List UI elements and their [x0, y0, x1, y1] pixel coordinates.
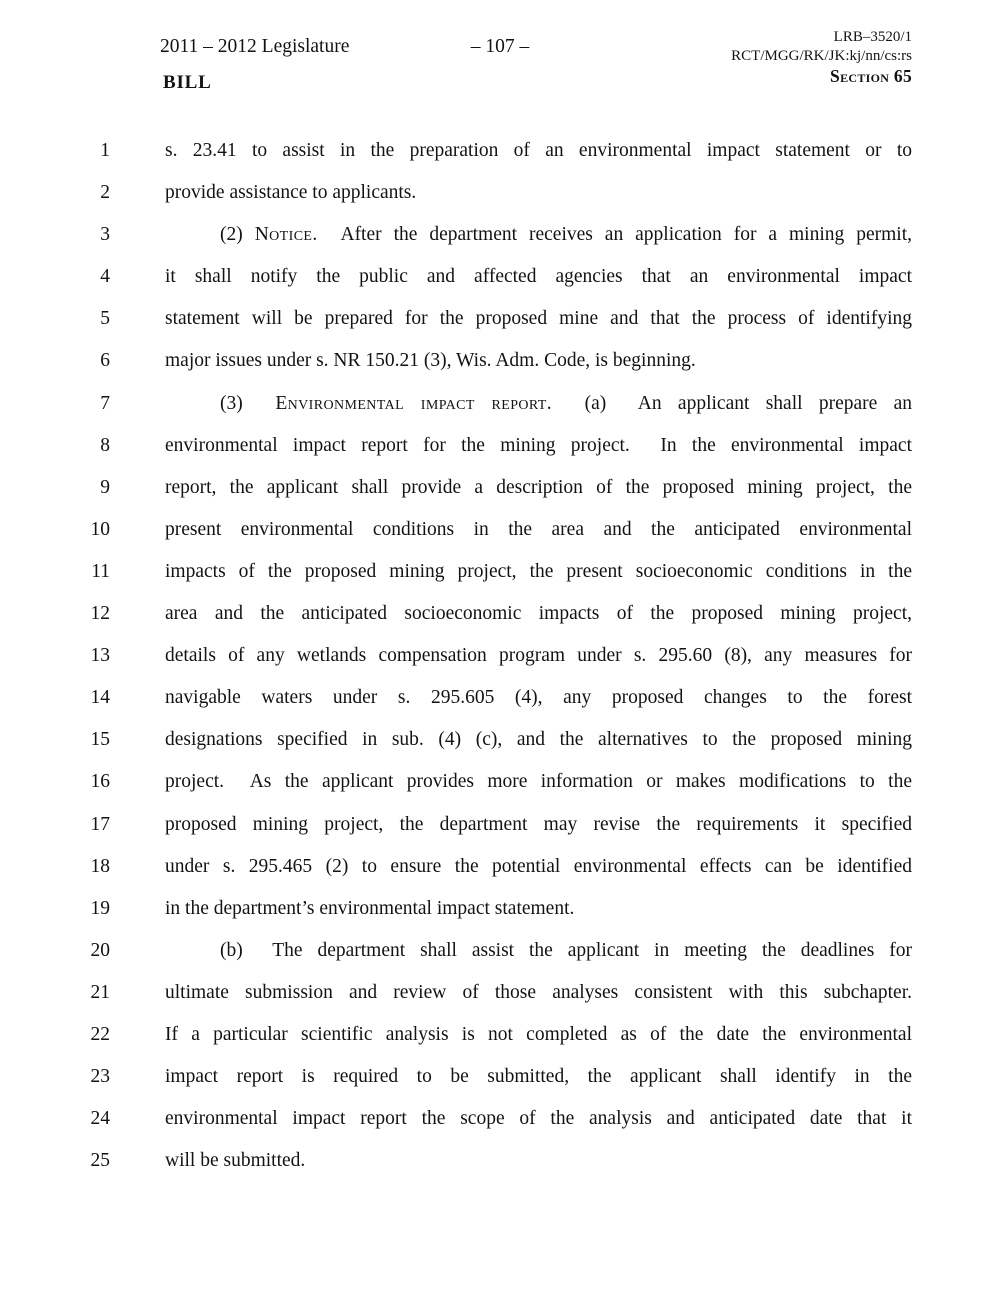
line-text — [165, 846, 912, 888]
line-text — [165, 593, 912, 635]
line-number: 23 — [90, 1066, 110, 1088]
line-text — [165, 930, 912, 972]
line-row — [0, 930, 1000, 972]
text-segment: (2) — [220, 224, 255, 246]
line-row — [0, 509, 1000, 551]
line-number: 4 — [100, 266, 110, 288]
line-row — [0, 383, 1000, 425]
text-segment: present environmental conditions in the area and the anticipated environmental — [165, 518, 912, 540]
line-row — [0, 340, 1000, 382]
line-text — [165, 972, 912, 1014]
line-text — [165, 214, 912, 256]
text-segment: s. 23.41 to assist in the preparation of an environmental impact statement or to — [165, 140, 912, 161]
line-row — [0, 1056, 1000, 1098]
line-text — [165, 509, 912, 551]
text-segment: details of any wetlands compensation program under s. 295.60 (8), any measures for — [165, 645, 912, 667]
line-number: 18 — [90, 855, 110, 877]
text-segment: navigable waters under s. 295.605 (4), any proposed changes to the forest — [165, 687, 912, 709]
line-number: 1 — [100, 140, 110, 161]
page-number: – 107 – — [470, 36, 530, 57]
line-number: 24 — [90, 1108, 110, 1130]
line-number: 6 — [100, 350, 110, 372]
line-row — [0, 593, 1000, 635]
line-number: 9 — [100, 476, 110, 498]
line-number: 22 — [90, 1023, 110, 1045]
text-segment: impacts of the proposed mining project, the present socioeconomic conditions in the — [165, 560, 912, 582]
line-number: 13 — [90, 645, 110, 667]
text-segment: statement will be prepared for the proposed mine and that the process of identifying — [165, 308, 912, 330]
line-row — [0, 467, 1000, 509]
line-text — [165, 172, 912, 214]
line-text — [165, 1098, 912, 1140]
line-text — [165, 719, 912, 761]
text-segment: will be submitted. — [165, 1150, 306, 1172]
line-text — [165, 130, 912, 172]
line-row — [0, 1014, 1000, 1056]
text-segment: in the department’s environmental impact statement. — [165, 897, 575, 919]
line-text — [165, 1140, 912, 1182]
line-text — [165, 425, 912, 467]
small-caps-text: Notice. — [254, 224, 318, 246]
line-number: 7 — [100, 392, 110, 414]
line-row — [0, 214, 1000, 256]
text-segment: area and the anticipated socioeconomic impacts of the proposed mining project, — [165, 603, 912, 625]
header-right-block — [731, 28, 912, 86]
text-segment: major issues under s. NR 150.21 (3), Wis. Adm. Code, is beginning. — [165, 350, 696, 372]
text-segment: impact report is required to be submitted, the applicant shall identify in the — [165, 1066, 912, 1088]
line-row — [0, 551, 1000, 593]
line-row — [0, 888, 1000, 930]
text-segment: After the department receives an application for a mining permit, — [317, 224, 912, 246]
line-number: 25 — [90, 1150, 110, 1172]
line-row — [0, 1140, 1000, 1182]
line-text — [165, 677, 912, 719]
text-segment: If a particular scientific analysis is not completed as of the date the environmental — [165, 1023, 912, 1045]
text-segment: proposed mining project, the department may revise the requirements it specified — [165, 813, 912, 835]
text-segment: under s. 295.465 (2) to ensure the potential environmental effects can be identified — [165, 855, 912, 877]
small-caps-text: Environmental impact report. — [275, 392, 553, 414]
line-number: 15 — [90, 729, 110, 751]
line-text — [165, 340, 912, 382]
line-row — [0, 172, 1000, 214]
text-segment: (3) — [220, 392, 276, 414]
text-segment: it shall notify the public and affected agencies that an environmental impact — [165, 266, 912, 288]
line-row — [0, 425, 1000, 467]
line-number: 14 — [90, 687, 110, 709]
line-row — [0, 804, 1000, 846]
line-text — [165, 888, 912, 930]
text-segment: designations specified in sub. (4) (c), and the alternatives to the proposed mining — [165, 729, 912, 751]
line-number: 10 — [90, 518, 110, 540]
body-lines — [0, 130, 1000, 1182]
line-text — [165, 761, 912, 803]
line-number: 20 — [90, 939, 110, 961]
line-number: 21 — [90, 981, 110, 1003]
line-number: 17 — [90, 813, 110, 835]
text-segment: environmental impact report for the mining project. In the environmental impact — [165, 434, 912, 456]
text-segment: report, the applicant shall provide a description of the proposed mining project, the — [165, 476, 912, 498]
line-number: 2 — [100, 182, 110, 204]
line-text — [165, 1014, 912, 1056]
section-label: Section 65 — [830, 66, 912, 86]
text-segment: (b) The department shall assist the applicant in meeting the deadlines for — [220, 939, 912, 961]
line-row — [0, 298, 1000, 340]
line-row — [0, 761, 1000, 803]
line-text — [165, 298, 912, 340]
line-row — [0, 972, 1000, 1014]
line-row — [0, 130, 1000, 172]
line-number: 11 — [91, 560, 110, 582]
lrb-number: LRB–3520/1 — [833, 29, 912, 45]
line-text — [165, 256, 912, 298]
line-text — [165, 467, 912, 509]
line-row — [0, 846, 1000, 888]
line-text — [165, 383, 912, 425]
line-text — [165, 551, 912, 593]
text-segment: ultimate submission and review of those analyses consistent with this subchapter. — [165, 981, 912, 1003]
text-segment: project. As the applicant provides more information or makes modifications to the — [165, 771, 912, 793]
legislature-session: 2011 – 2012 Legislature — [160, 36, 350, 57]
line-text — [165, 635, 912, 677]
line-row — [0, 256, 1000, 298]
line-number: 5 — [100, 308, 110, 330]
line-number: 12 — [90, 603, 110, 625]
line-row — [0, 635, 1000, 677]
line-number: 16 — [90, 771, 110, 793]
line-row — [0, 677, 1000, 719]
line-row — [0, 719, 1000, 761]
text-segment: provide assistance to applicants. — [165, 182, 417, 204]
drafting-code: RCT/MGG/RK/JK:kj/nn/cs:rs — [731, 48, 912, 64]
line-number: 3 — [100, 224, 110, 246]
line-number: 8 — [100, 434, 110, 456]
line-number: 19 — [90, 897, 110, 919]
text-segment: (a) An applicant shall prepare an — [552, 392, 912, 414]
line-text — [165, 1056, 912, 1098]
line-text — [165, 804, 912, 846]
text-segment: environmental impact report the scope of the analysis and anticipated date that it — [165, 1108, 912, 1130]
bill-label: BILL — [163, 72, 212, 93]
line-row — [0, 1098, 1000, 1140]
